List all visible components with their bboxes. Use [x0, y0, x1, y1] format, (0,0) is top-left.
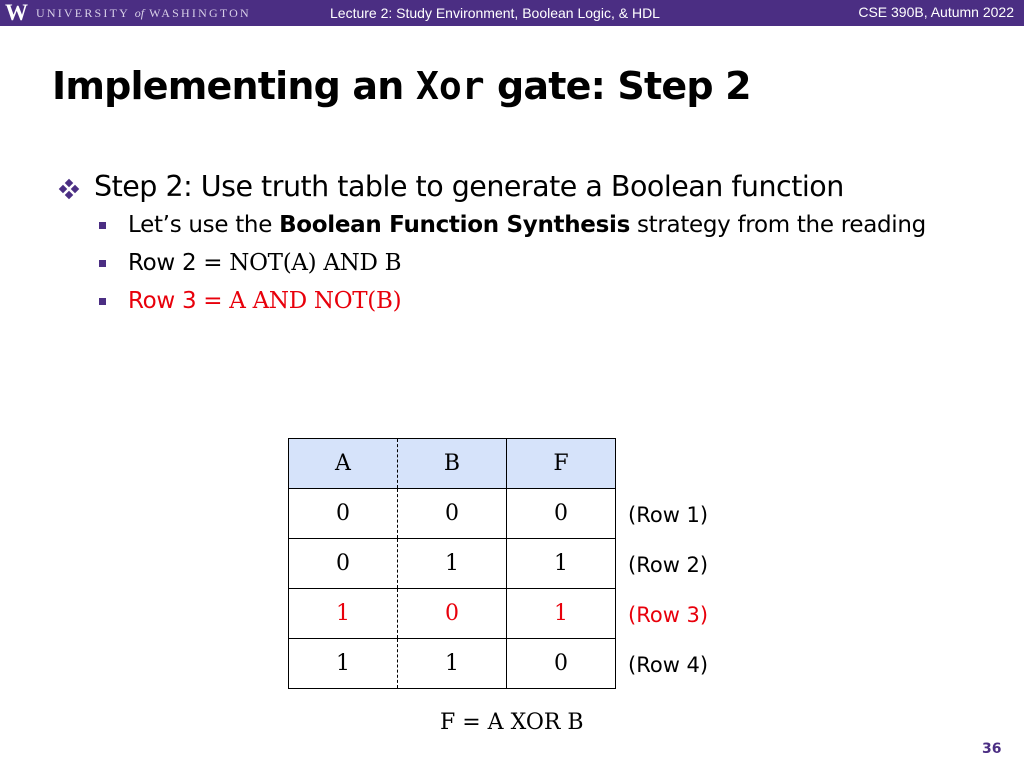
square-icon [99, 222, 106, 229]
bullet-row2-math: = NOT(A) AND B [203, 250, 402, 276]
truth-table [288, 438, 616, 689]
cell-a: 0 [289, 489, 398, 539]
uw-wordmark [36, 6, 251, 21]
slide-title-pre: Implementing an [52, 64, 416, 108]
xor-formula: F = A XOR B [440, 710, 584, 735]
slide-title [52, 64, 751, 108]
cell-b: 0 [398, 489, 507, 539]
bullet-step2-text: Step 2: Use truth table to generate a Boolean function [94, 170, 844, 203]
header-a: A [289, 439, 398, 489]
table-row [289, 539, 616, 589]
bullet-step2 [60, 168, 960, 206]
cell-b: 0 [398, 589, 507, 639]
table-row-highlighted [289, 589, 616, 639]
cell-f: 0 [507, 489, 616, 539]
cell-a: 0 [289, 539, 398, 589]
lecture-title: Lecture 2: Study Environment, Boolean Logic, & HDL [330, 5, 660, 21]
bullet-row2 [60, 244, 960, 282]
bullet-synthesis-bold: Boolean Function Synthesis [279, 212, 630, 238]
uw-wordmark-university: UNIVERSITY [36, 5, 130, 20]
row-label-3: (Row 3) [628, 603, 709, 627]
cell-b: 1 [398, 639, 507, 689]
bullet-synthesis-post: strategy from the reading [629, 212, 926, 238]
bullet-synthesis-pre: Let’s use the [128, 212, 280, 238]
uw-logo [5, 2, 251, 24]
header-b: B [398, 439, 507, 489]
uw-w-icon: W [5, 0, 28, 25]
bullet-row3-math: = A AND NOT(B) [203, 288, 402, 314]
uw-wordmark-of: of [134, 5, 145, 20]
diamond-cluster-icon [60, 180, 78, 198]
cell-f: 1 [507, 589, 616, 639]
row-label-1: (Row 1) [628, 503, 709, 527]
course-label: CSE 390B, Autumn 2022 [858, 4, 1014, 20]
table-row [289, 639, 616, 689]
cell-f: 0 [507, 639, 616, 689]
bullet-row3 [60, 282, 960, 320]
cell-f: 1 [507, 539, 616, 589]
square-icon [99, 298, 106, 305]
bullet-row2-label: Row 2 [128, 250, 204, 276]
square-icon [99, 260, 106, 267]
header-f: F [507, 439, 616, 489]
uw-wordmark-washington: WASHINGTON [149, 5, 251, 20]
row-label-4: (Row 4) [628, 653, 709, 677]
row-labels [628, 492, 708, 692]
table-row [289, 489, 616, 539]
cell-a: 1 [289, 589, 398, 639]
row-label-2: (Row 2) [628, 553, 709, 577]
slide-title-post: gate: Step 2 [484, 64, 751, 108]
bullet-synthesis [60, 206, 960, 244]
truth-table-header [289, 439, 616, 489]
top-banner [0, 0, 1024, 26]
bullet-row3-label: Row 3 [128, 288, 204, 314]
bullet-list [60, 168, 960, 320]
page-number: 36 [982, 741, 1002, 757]
slide-title-code: Xor [415, 64, 485, 108]
cell-b: 1 [398, 539, 507, 589]
cell-a: 1 [289, 639, 398, 689]
